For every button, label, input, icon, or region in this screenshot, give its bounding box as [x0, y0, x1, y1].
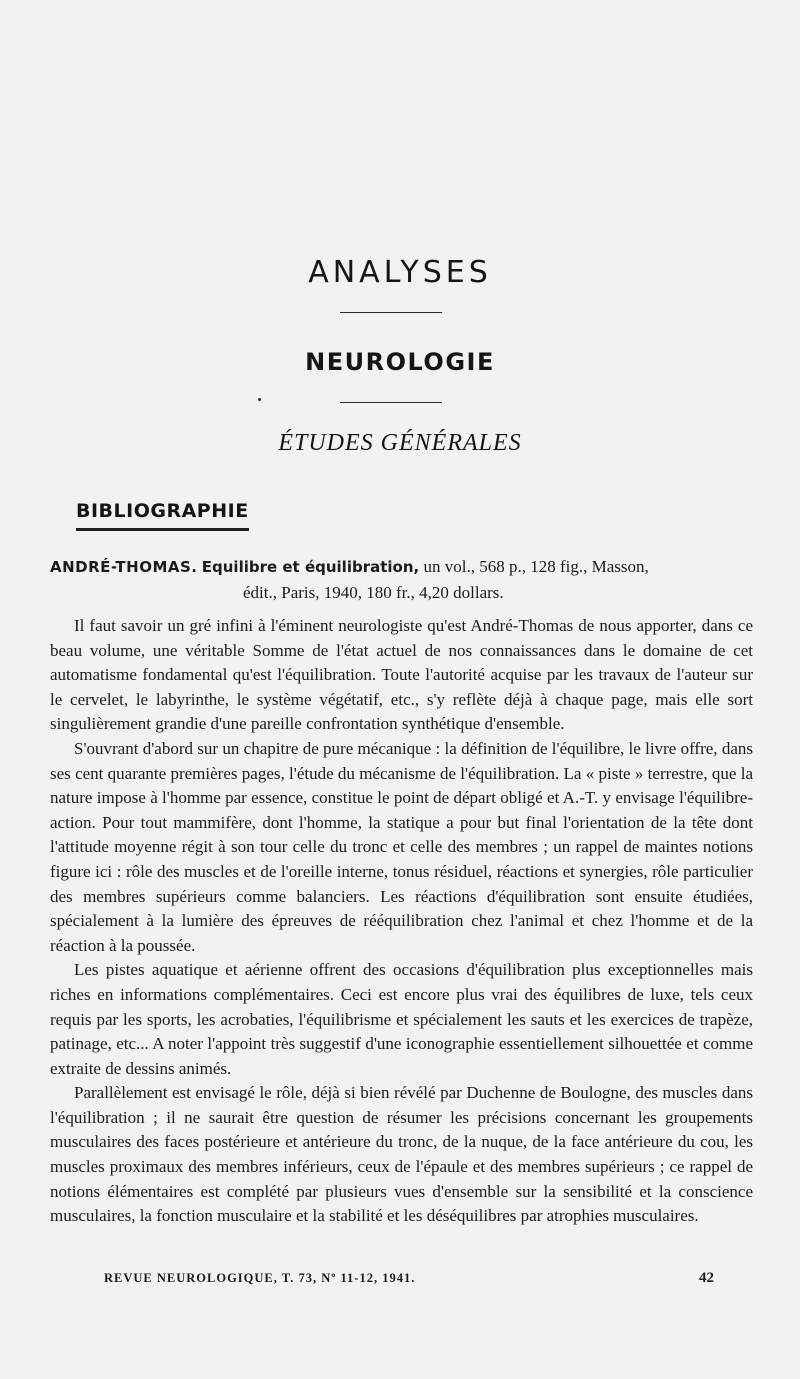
bibliography-entry [50, 554, 755, 605]
subsubsection-title: ÉTUDES GÉNÉRALES [278, 430, 522, 456]
page-footer [104, 1270, 714, 1287]
entry-details-1: un vol., 568 p., 128 fig., Masson, [423, 557, 649, 576]
entry-details-2: édit., Paris, 1940, 180 fr., 4,20 dollars. [243, 583, 504, 602]
section-title: ANALYSES [308, 255, 492, 290]
subsection-title: NEUROLOGIE [305, 348, 495, 376]
review-paragraph: S'ouvrant d'abord sur un chapitre de pure mécanique : la définition de l'équilibre, le livre offre, dans ses cent quarante premières pages, l'étude du mécanisme de l'équilibration. La « piste » terrestre, que la nature impose à l'homme par essence, constitue le point de départ obligé et A.-T. y envisage l'équilibre-action. Pour tout mammifère, dont l'homme, la statique a pour but final l'orientation de la tête dont l'attitude moyenne régit à son tour celle du tronc et celle des membres ; un rappel de maintes notions figure ici : rôle des muscles et de l'oreille interne, tonus résiduel, réactions et synergies, rôle particulier des membres supérieurs comme balanciers. Les réactions d'équilibration sont ensuite étudiées, spécialement à la lumière des épreuves de rééquilibration chez l'animal et chez l'homme et de la réaction à la poussée. [50, 738, 753, 955]
entry-author: ANDRÉ-THOMAS. [50, 558, 198, 576]
title-rule-bottom [340, 402, 442, 403]
bibliography-heading-block [76, 500, 249, 531]
title-rule-top [340, 312, 442, 313]
entry-title: Equilibre et équilibration, [201, 558, 420, 576]
review-body [50, 614, 753, 1229]
review-paragraph: Parallèlement est envisagé le rôle, déjà si bien révélé par Duchenne de Boulogne, des muscles dans l'équilibration ; il ne saurait être question de résumer les précisions concernant les groupements musculaires des faces postérieure et antérieure du tronc, de la nuque, de la face antérieure du cou, les muscles proximaux des membres inférieurs, ceux de l'épaule et des membres supérieurs ; ce rappel de notions élémentaires est complété par plusieurs vues d'ensemble sur la sensibilité et la conscience musculaires, la fonction musculaire et la stabilité et les déséquilibres par atrophies musculaires. [50, 1083, 753, 1226]
bibliography-heading: BIBLIOGRAPHIE [76, 500, 249, 531]
page-number: 42 [699, 1270, 714, 1286]
review-paragraph: Il faut savoir un gré infini à l'éminent neurologiste qu'est André-Thomas de nous apporter, dans ce beau volume, une véritable Somme de l'état actuel de nos connaissances dans le domaine de cet automatisme fondamental qu'est l'équilibration. Toute l'autorité acquise par les travaux de l'auteur sur le cervelet, le labyrinthe, le système végétatif, etc., s'y reflète déjà à chaque page, mais elle sort singulièrement grandie d'une pareille confrontation synthétique d'ensemble. [50, 616, 753, 734]
review-paragraph: Les pistes aquatique et aérienne offrent des occasions d'équilibration plus exceptionnelles mais riches en informations complémentaires. Ceci est encore plus vrai des équilibres de luxe, tels ceux requis par les sports, les acrobaties, l'équilibrisme et spécialement les sauts et les exercices de trapèze, patinage, etc... A noter l'appoint très suggestif d'une iconographie essentiellement silhouettée et comme extraite de dessins animés. [50, 960, 753, 1078]
print-speck [258, 398, 261, 401]
footer-journal: REVUE NEUROLOGIQUE, T. 73, Nº 11-12, 1941. [104, 1271, 416, 1285]
